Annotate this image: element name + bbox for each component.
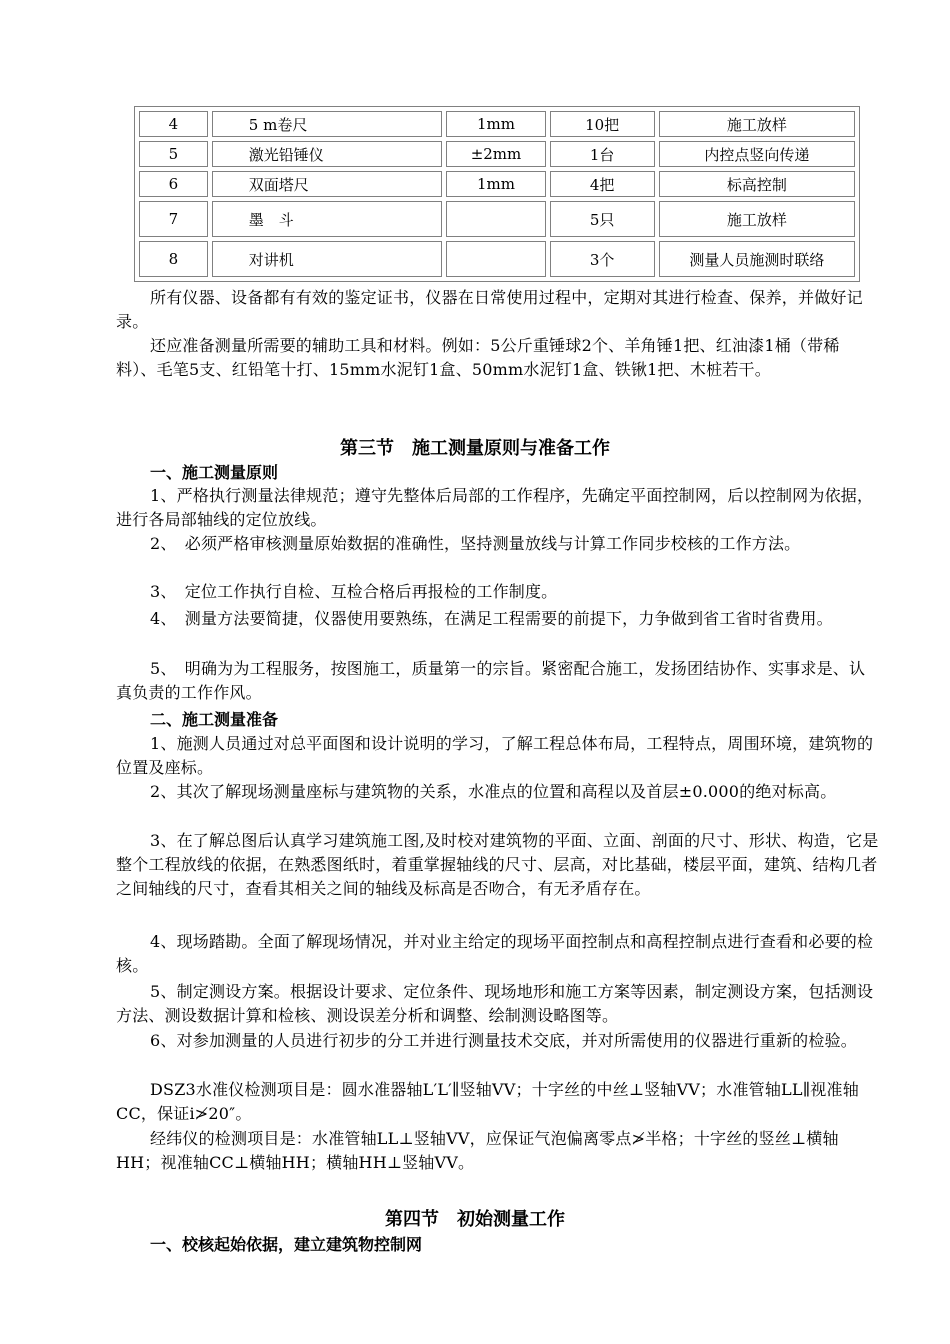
cell-use: 测量人员施测时联络 bbox=[659, 241, 855, 277]
cell-name: 墨 斗 bbox=[212, 201, 443, 237]
cell-no: 8 bbox=[139, 241, 208, 277]
cell-precision: ±2mm bbox=[446, 141, 545, 167]
table-row bbox=[139, 201, 855, 237]
section-4-subheading: 一、校核起始依据，建立建筑物控制网 bbox=[150, 1235, 423, 1254]
cell-no: 5 bbox=[139, 141, 208, 167]
table-row bbox=[139, 241, 855, 277]
cell-use: 标高控制 bbox=[659, 171, 855, 197]
principle-item: 4、 测量方法要简捷，仪器使用要熟练，在满足工程需要的前提下，力争做到省工省时省费用。 bbox=[150, 609, 833, 628]
cell-no: 7 bbox=[139, 201, 208, 237]
cell-use: 施工放样 bbox=[659, 111, 855, 137]
cell-qty: 10把 bbox=[550, 111, 655, 137]
cell-name: 激光铅锤仪 bbox=[212, 141, 443, 167]
equipment-table bbox=[134, 106, 860, 282]
principle-item: 2、 必须严格审核测量原始数据的准确性，坚持测量放线与计算工作同步校核的工作方法。 bbox=[150, 534, 801, 553]
cell-no: 4 bbox=[139, 111, 208, 137]
cell-use: 内控点竖向传递 bbox=[659, 141, 855, 167]
cell-precision bbox=[446, 201, 545, 237]
preparation-item: 3、在了解总图后认真学习建筑施工图,及时校对建筑物的平面、立面、剖面的尺寸、形状、构造，它是整个工程放线的依据，在熟悉图纸时，着重掌握轴线的尺寸、层高，对比基础，楼层平面，建筑、结构几者之间轴线的尺寸，查看其相关之间的轴线及标高是否吻合，有无矛盾存在。 bbox=[116, 831, 879, 898]
cell-precision: 1mm bbox=[446, 171, 545, 197]
level-instrument-check-items: DSZ3水准仪检测项目是：圆水准器轴L′L′∥竖轴VV；十字丝的中丝⊥竖轴VV；水准管轴LL∥视准轴CC，保证i≯20″。 bbox=[116, 1080, 859, 1123]
section-4-title: 第四节 初始测量工作 bbox=[385, 1209, 565, 1230]
table-row bbox=[139, 111, 855, 137]
principle-item: 5、 明确为为工程服务，按图施工，质量第一的宗旨。紧密配合施工，发扬团结协作、实事求是、认真负责的工作作风。 bbox=[116, 659, 866, 702]
section-3-subheading-preparation: 二、施工测量准备 bbox=[150, 710, 279, 729]
equipment-table-body bbox=[139, 111, 855, 277]
preparation-item: 4、现场踏勘。全面了解现场情况，并对业主给定的现场平面控制点和高程控制点进行查看和必要的检核。 bbox=[116, 932, 874, 975]
preparation-item: 2、其次了解现场测量座标与建筑物的关系，水准点的位置和高程以及首层±0.000的绝对标高。 bbox=[150, 782, 837, 801]
cell-precision: 1mm bbox=[446, 111, 545, 137]
cell-name: 5 m卷尺 bbox=[212, 111, 443, 137]
principle-item: 1、严格执行测量法律规范；遵守先整体后局部的工作程序，先确定平面控制网，后以控制网为依据，进行各局部轴线的定位放线。 bbox=[116, 486, 874, 529]
cell-qty: 4把 bbox=[550, 171, 655, 197]
table-row bbox=[139, 141, 855, 167]
section-3-title: 第三节 施工测量原则与准备工作 bbox=[340, 438, 610, 459]
cell-precision bbox=[446, 241, 545, 277]
preparation-item: 6、对参加测量的人员进行初步的分工并进行测量技术交底，并对所需使用的仪器进行重新的检验。 bbox=[150, 1031, 857, 1050]
paragraph-auxiliary-tools: 还应准备测量所需要的辅助工具和材料。例如：5公斤重锤球2个、羊角锤1把、红油漆1桶（带稀料）、毛笔5支、红铅笔十打、15mm水泥钉1盒、50mm水泥钉1盒、铁锹1把、木桩若干。 bbox=[116, 336, 840, 379]
preparation-item: 1、施测人员通过对总平面图和设计说明的学习，了解工程总体布局，工程特点，周围环境，建筑物的位置及座标。 bbox=[116, 734, 874, 777]
principle-item: 3、 定位工作执行自检、互检合格后再报检的工作制度。 bbox=[150, 582, 558, 601]
cell-qty: 1台 bbox=[550, 141, 655, 167]
paragraph-instrument-certificates: 所有仪器、设备都有有效的鉴定证书，仪器在日常使用过程中，定期对其进行检查、保养，并做好记录。 bbox=[116, 288, 863, 331]
preparation-item: 5、制定测设方案。根据设计要求、定位条件、现场地形和施工方案等因素，制定测设方案，包括测设方法、测设数据计算和检核、测设误差分析和调整、绘制测设略图等。 bbox=[116, 982, 874, 1025]
table-row bbox=[139, 171, 855, 197]
cell-use: 施工放样 bbox=[659, 201, 855, 237]
cell-qty: 3个 bbox=[550, 241, 655, 277]
cell-name: 对讲机 bbox=[212, 241, 443, 277]
section-3-subheading-principles: 一、施工测量原则 bbox=[150, 463, 279, 482]
theodolite-check-items: 经纬仪的检测项目是：水准管轴LL⊥竖轴VV，应保证气泡偏离零点≯半格；十字丝的竖丝⊥横轴HH；视准轴CC⊥横轴HH；横轴HH⊥竖轴VV。 bbox=[116, 1129, 839, 1172]
cell-no: 6 bbox=[139, 171, 208, 197]
cell-name: 双面塔尺 bbox=[212, 171, 443, 197]
cell-qty: 5只 bbox=[550, 201, 655, 237]
